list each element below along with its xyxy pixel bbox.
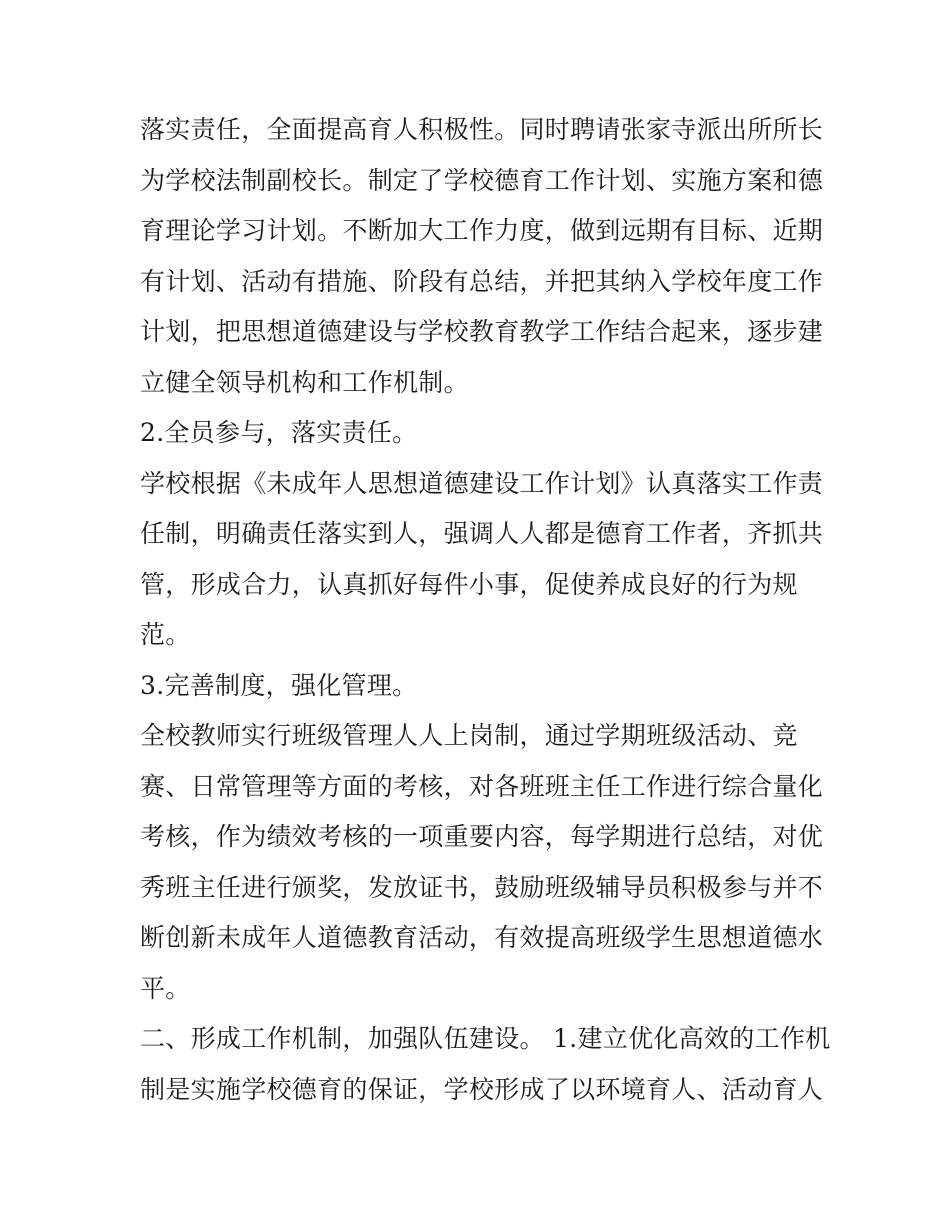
document-body xyxy=(140,105,830,1115)
text-line: 育理论学习计划。不断加大工作力度，做到远期有目标、近期 xyxy=(140,216,824,245)
text-line: 赛、日常管理等方面的考核，对各班班主任工作进行综合量化 xyxy=(140,771,824,801)
text-line: 制是实施学校德育的保证，学校形成了以环境育人、活动育人 xyxy=(140,1074,824,1104)
text-line: 管，形成合力，认真抓好每件小事，促使养成良好的行为规 xyxy=(140,569,798,599)
text-line: 范。 xyxy=(140,620,191,649)
text-line: 为学校法制副校长。制定了学校德育工作计划、实施方案和德 xyxy=(140,165,824,195)
section-heading: 2.全员参与，落实责任。 xyxy=(140,418,418,447)
text-line: 断创新未成年人道德教育活动，有效提高班级学生思想道德水 xyxy=(140,923,824,952)
section-heading: 3.完善制度，强化管理。 xyxy=(140,670,418,700)
text-line: 有计划、活动有措施、阶段有总结，并把其纳入学校年度工作 xyxy=(140,266,824,296)
section-heading: 二、形成工作机制，加强队伍建设。 1.建立优化高效的工作机 xyxy=(140,1024,831,1053)
text-line: 任制，明确责任落实到人，强调人人都是德育工作者，齐抓共 xyxy=(140,519,824,548)
text-line: 落实责任，全面提高育人积极性。同时聘请张家寺派出所所长 xyxy=(140,115,824,144)
text-line: 计划，把思想道德建设与学校教育教学工作结合起来，逐步建 xyxy=(140,317,824,346)
text-line: 平。 xyxy=(140,973,191,1003)
text-line: 考核，作为绩效考核的一项重要内容，每学期进行总结，对优 xyxy=(140,822,824,851)
text-line: 秀班主任进行颁奖，发放证书，鼓励班级辅导员积极参与并不 xyxy=(140,872,824,902)
text-line: 立健全领导机构和工作机制。 xyxy=(140,367,469,397)
text-line: 学校根据《未成年人思想道德建设工作计划》认真落实工作责 xyxy=(140,468,824,498)
text-line: 全校教师实行班级管理人人上岗制，通过学期班级活动、竞 xyxy=(140,721,798,750)
